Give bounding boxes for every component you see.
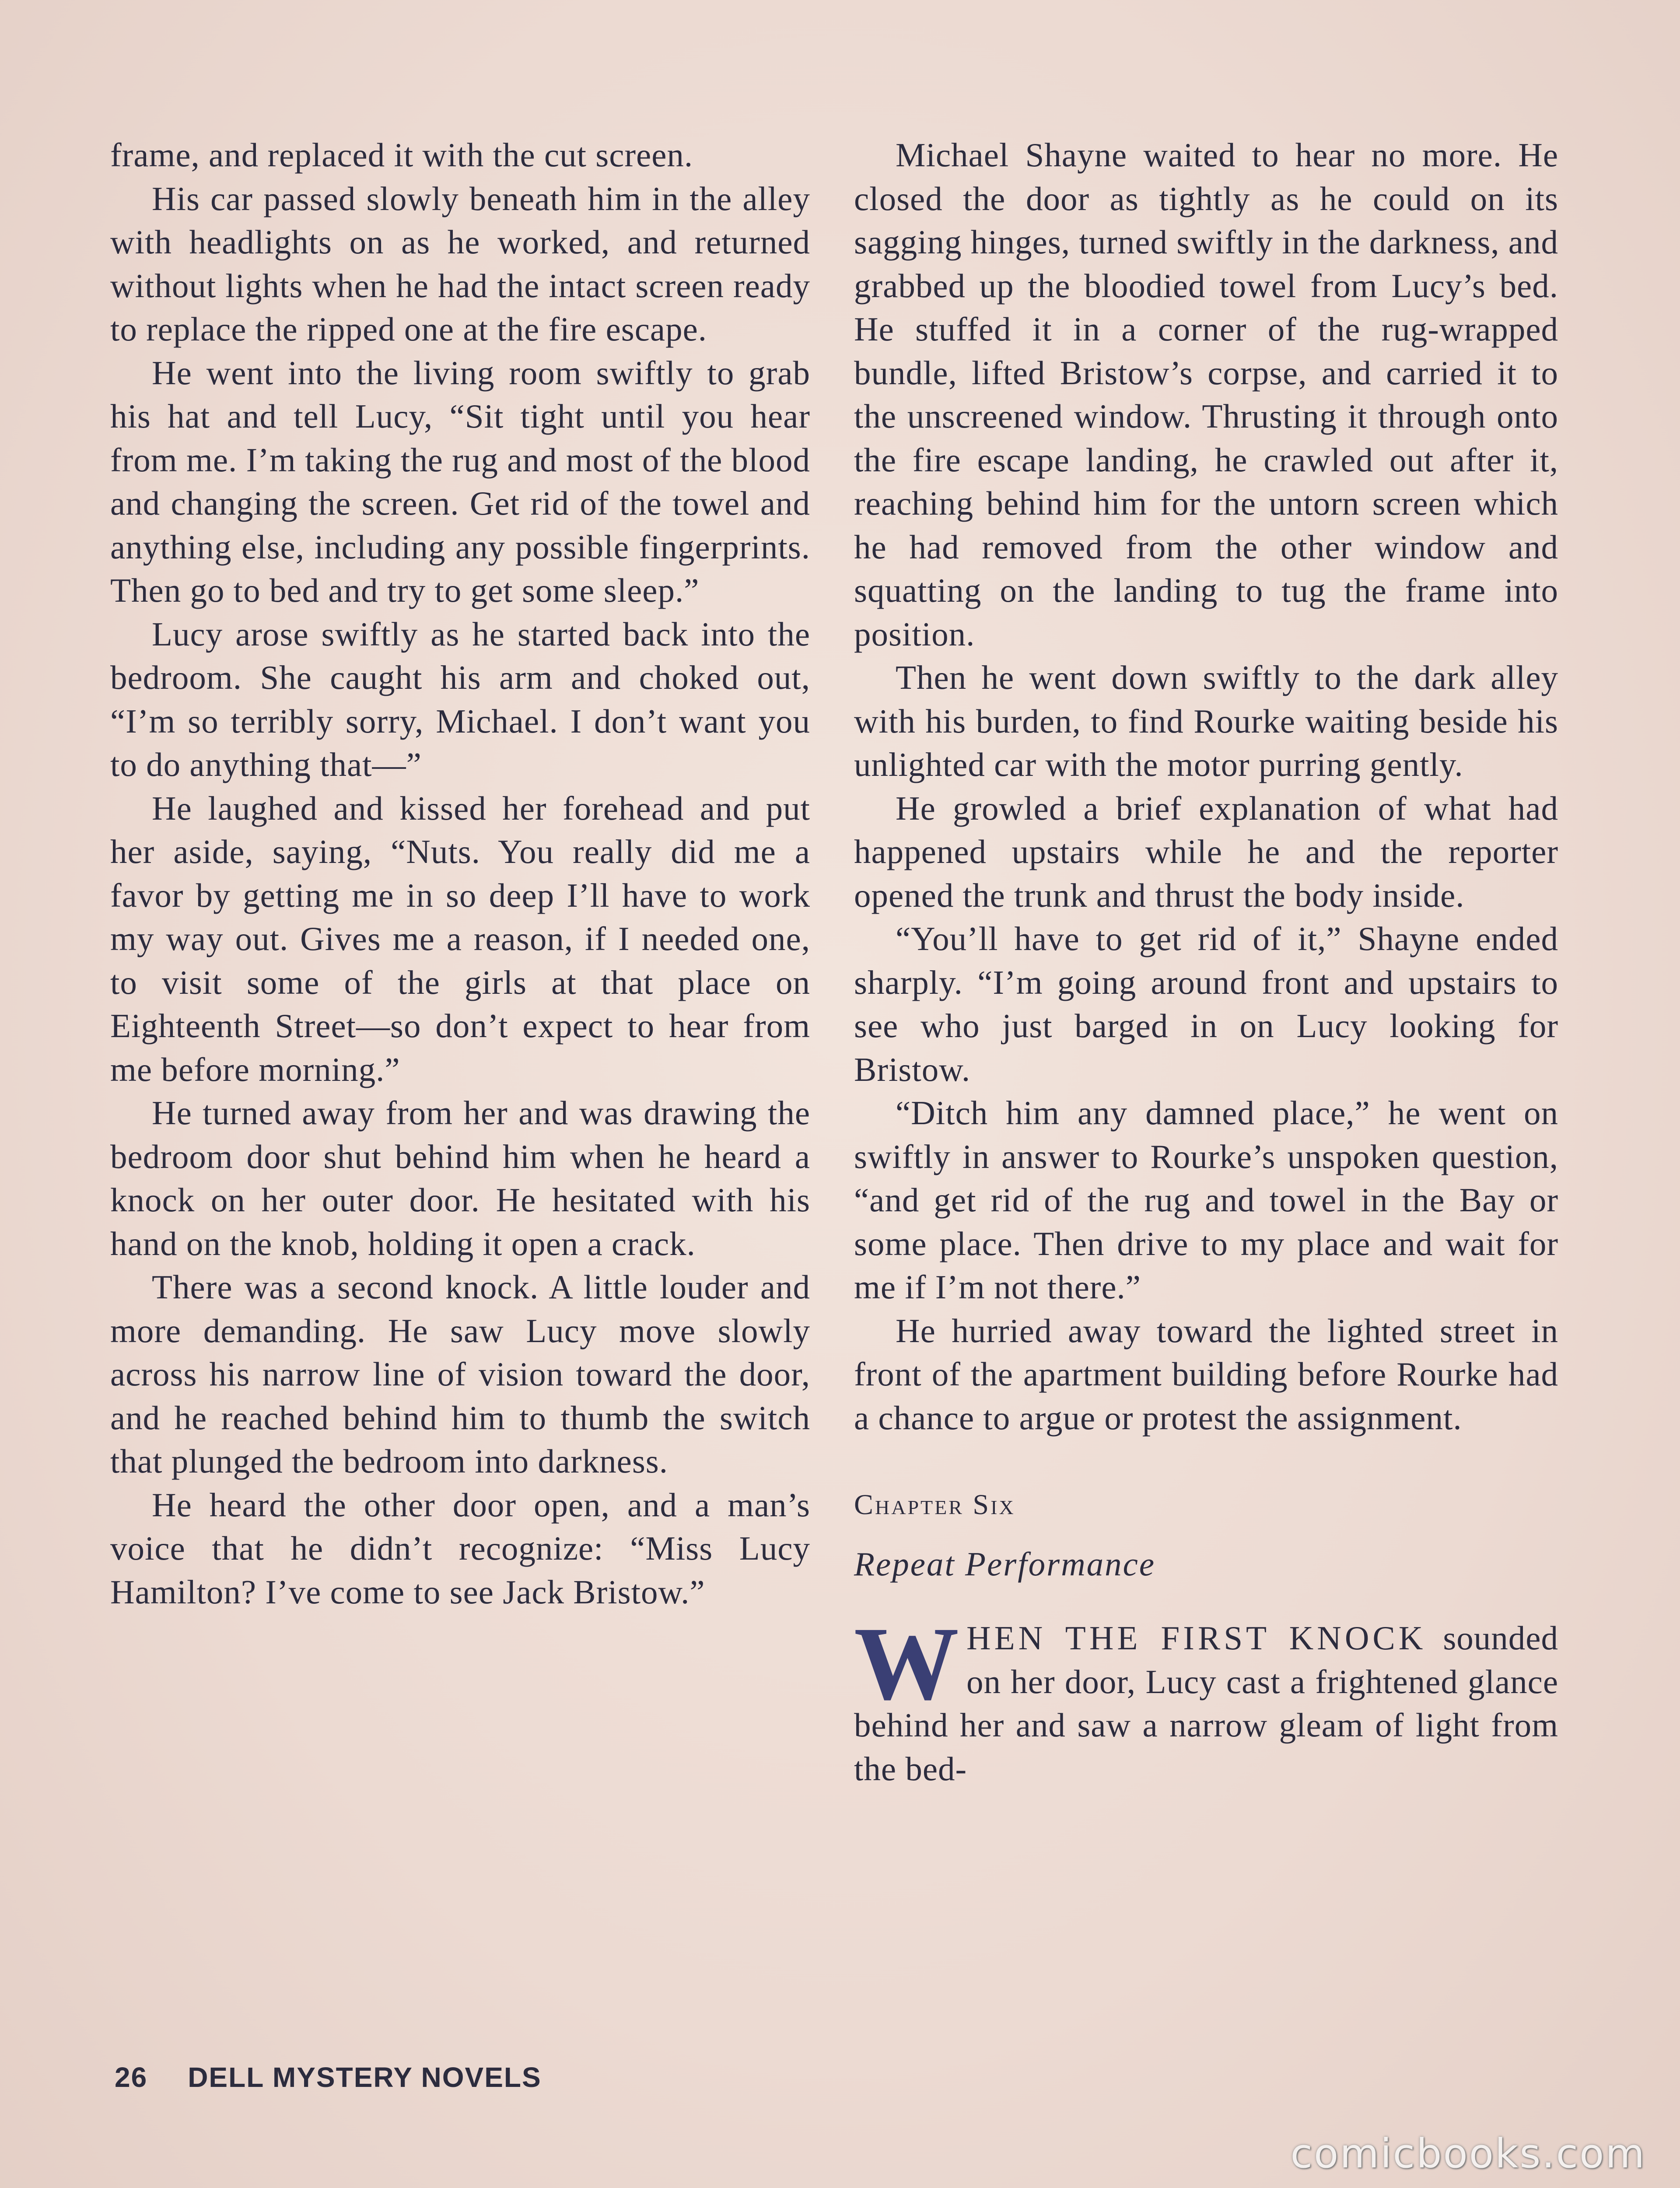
chapter-opening-paragraph [854,1605,1558,1791]
paragraph: He turned away from her and was drawing the bedroom door shut behind him when he heard a knock on her outer door. He hesitated with his hand on the knob, holding it open a crack. [110,1094,810,1262]
left-text-column [110,133,810,1614]
chapter-heading: Chapter Six [854,1489,1015,1521]
lead-caps: HEN THE FIRST KNOCK [966,1619,1427,1657]
paragraph: His car passed slowly beneath him in the alley with headlights on as he worked, and returned without lights when he had the intact screen ready to replace the ripped one at the fire escape. [110,179,810,348]
site-watermark: comicbooks.com [1290,2130,1646,2177]
drop-cap: W [854,1605,959,1722]
paragraph: “You’ll have to get rid of it,” Shayne ended sharply. “I’m going around front and upstairs to see who just barged in on Lucy looking for Bristow. [854,920,1558,1088]
paragraph: He laughed and kissed her forehead and put her aside, saying, “Nuts. You really did me a favor by getting me in so deep I’ll have to work my way out. Gives me a reason, if I needed one, to visit some of the girls at that place on Eighteenth Street—so don’t expect to hear from me before morning.” [110,789,810,1088]
paragraph: Then he went down swiftly to the dark alley with his burden, to find Rourke waiting beside his unlighted car with the motor purring gently. [854,659,1558,783]
paragraph: He growled a brief explanation of what had happened upstairs while he and the reporter opened the trunk and thrust the body inside. [854,789,1558,914]
right-text-column [854,133,1558,1791]
paragraph: He heard the other door open, and a man’s voice that he didn’t recognize: “Miss Lucy Hamilton? I’ve come to see Jack Bristow.” [110,1486,810,1611]
chapter-opening-text: sounded on her door, Lucy cast a frightened glance behind her and saw a narrow gleam of light from the bed- [854,1619,1558,1788]
paragraph: Lucy arose swiftly as he started back into the bedroom. She caught his arm and choked out, “I’m so terribly sorry, Michael. I don’t want you to do anything that—” [110,615,810,783]
paragraph: He hurried away toward the lighted street in front of the apartment building before Rourke had a chance to argue or protest the assignment. [854,1311,1558,1437]
paragraph: He went into the living room swiftly to grab his hat and tell Lucy, “Sit tight until you hear from me. I’m taking the rug and most of the blood and changing the screen. Get rid of the towel and anything else, including any possible fingerprints. Then go to bed and try to get some sleep.” [110,354,810,609]
paragraph: frame, and replaced it with the cut screen. [110,136,693,174]
page-number: 26 [115,2062,148,2093]
chapter-title: Repeat Performance [854,1545,1156,1583]
paragraph: Michael Shayne waited to hear no more. He closed the door as tightly as he could on its sagging hinges, turned swiftly in the darkness, and grabbed up the bloodied towel from Lucy’s bed. He stuffed it in a corner of the rug-wrapped bundle, lifted Bristow’s corpse, and carried it to the unscreened window. Thrusting it through onto the fire escape landing, he crawled out after it, reaching behind him for the untorn screen which he had removed from the other window and squatting on the landing to tug the frame into position. [854,136,1558,653]
publication-name: DELL MYSTERY NOVELS [188,2062,542,2093]
paragraph: “Ditch him any damned place,” he went on swiftly in answer to Rourke’s unspoken question, “and get rid of the rug and towel in the Bay or some place. Then drive to my place and wait for me if I’m not there.” [854,1094,1558,1306]
paragraph: There was a second knock. A little louder and more demanding. He saw Lucy move slowly across his narrow line of vision toward the door, and he reached behind him to thumb the switch that plunged the bedroom into darkness. [110,1268,810,1480]
page-footer [115,2061,542,2093]
